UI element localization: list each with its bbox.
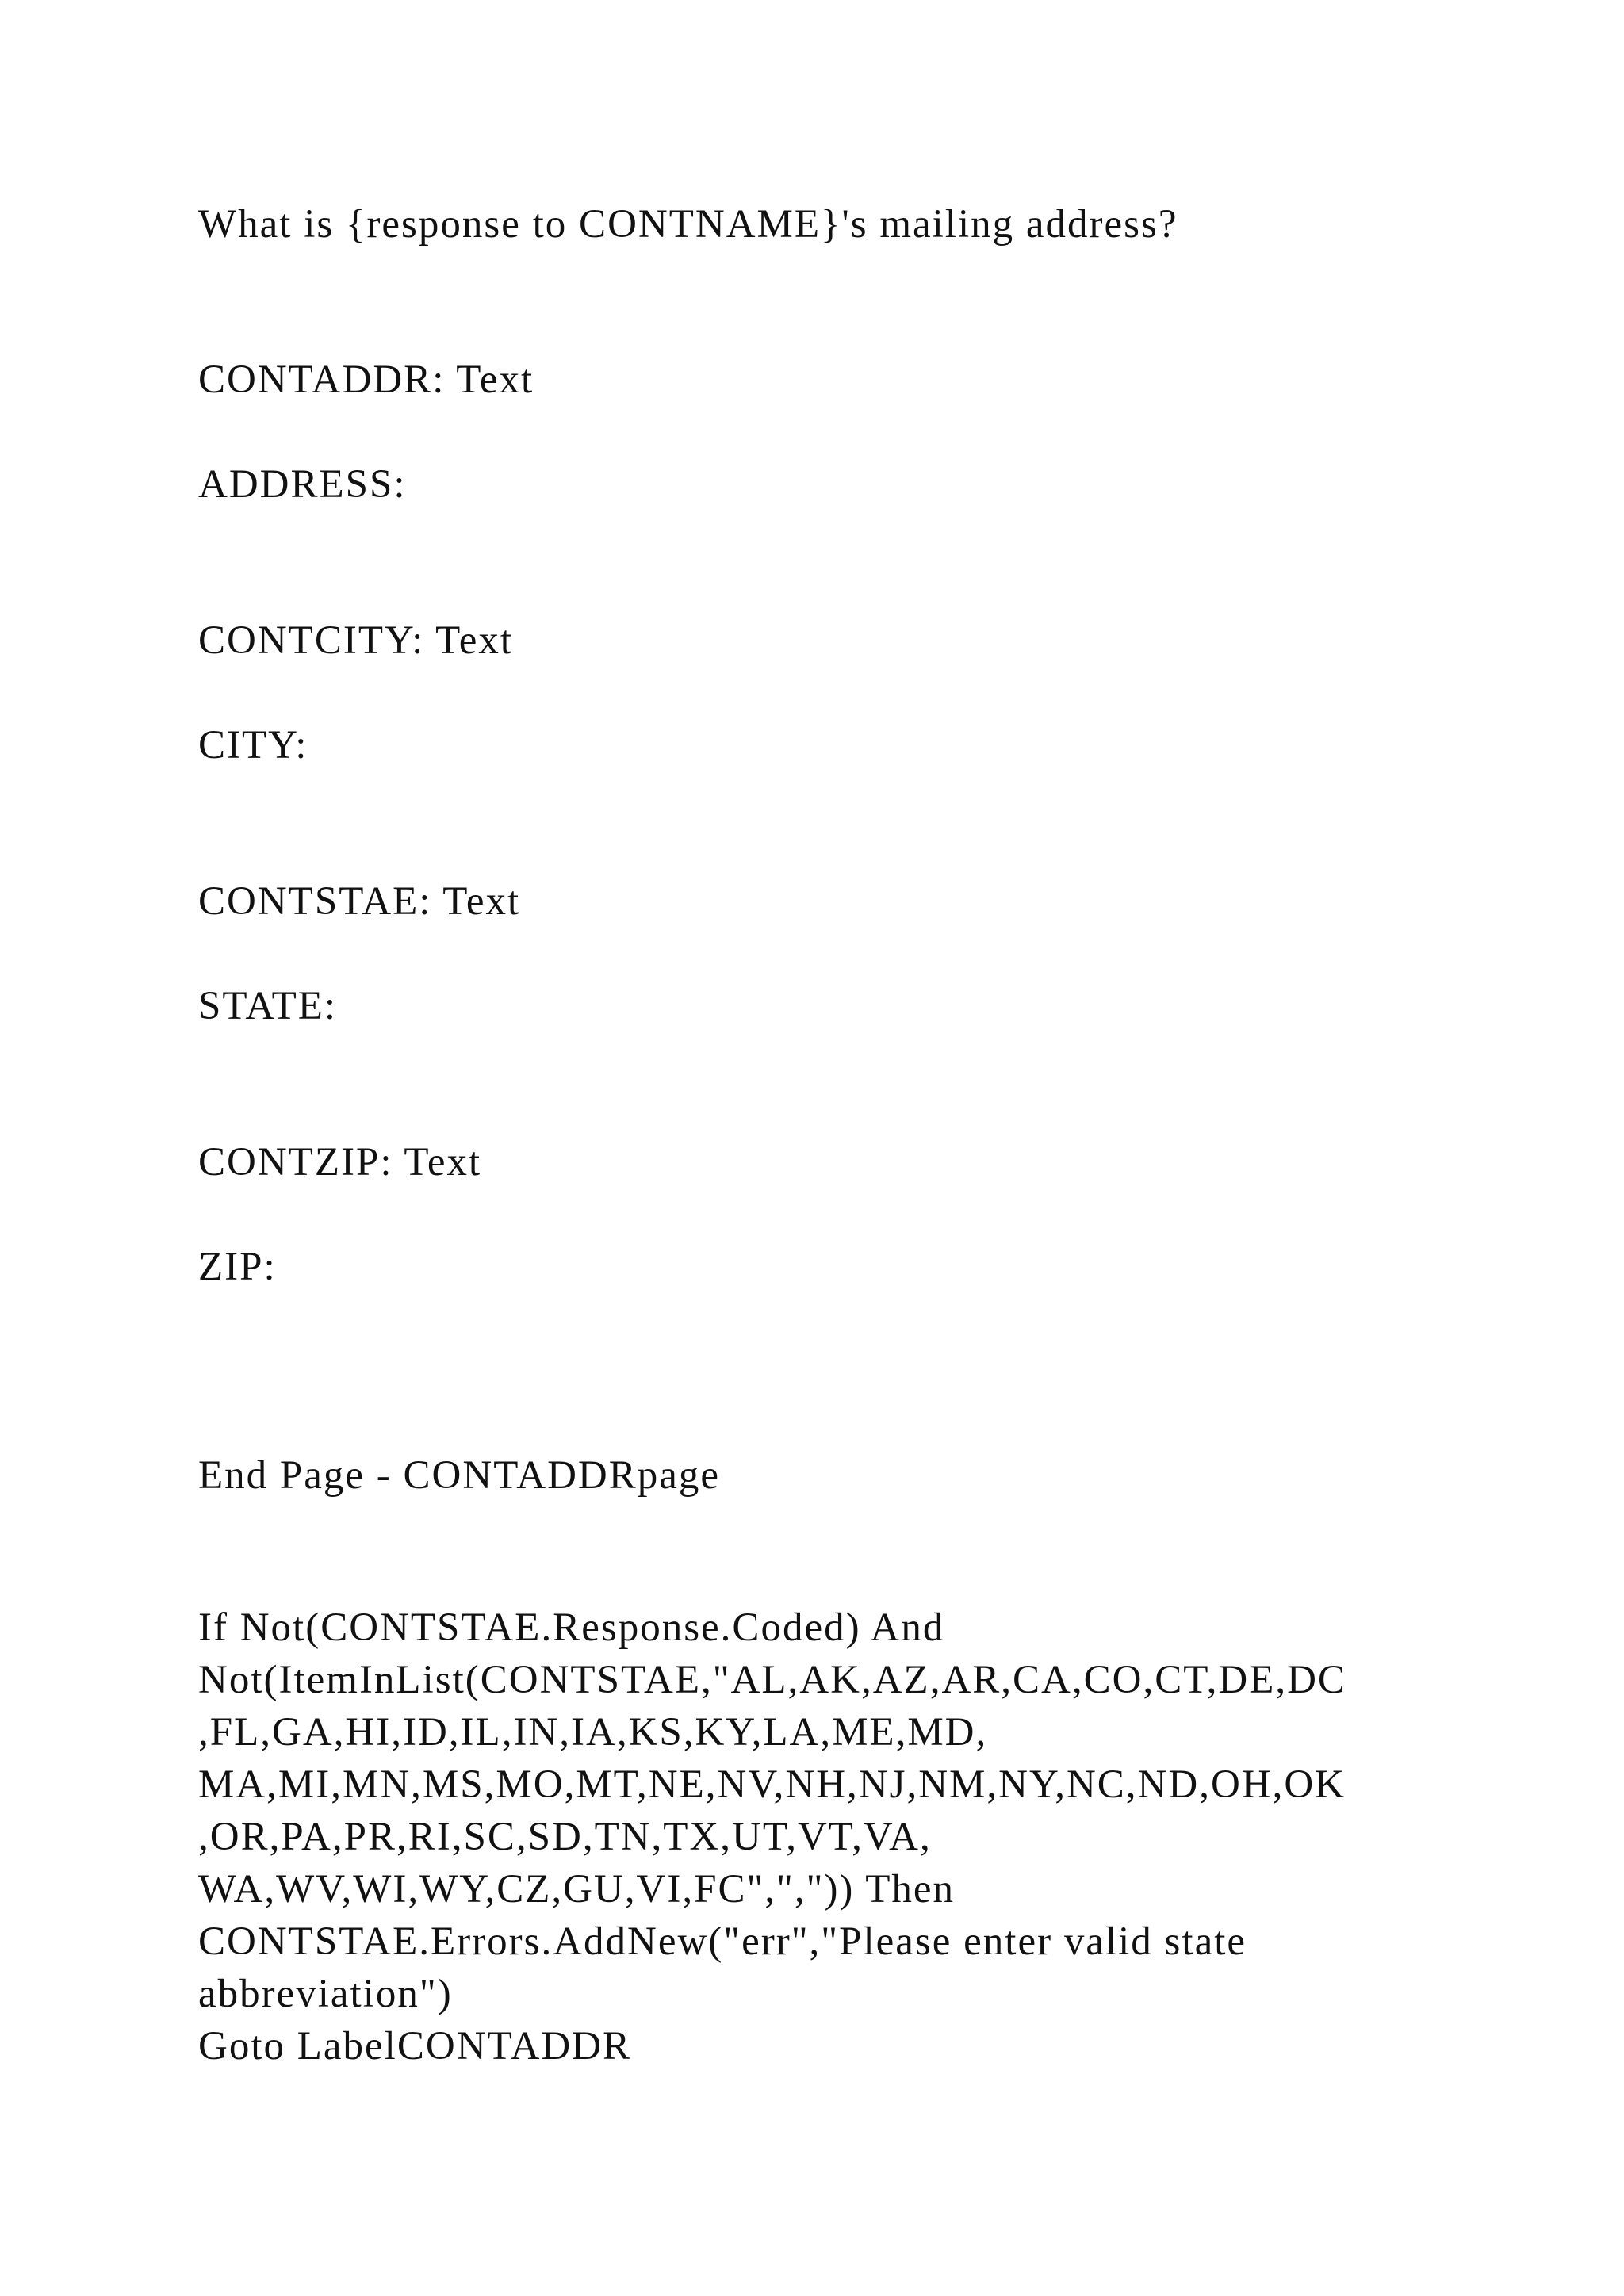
code-line: ,FL,GA,HI,ID,IL,IN,IA,KS,KY,LA,ME,MD, xyxy=(198,1710,988,1755)
end-page-marker: End Page - CONTADDRpage xyxy=(198,1453,721,1498)
field-label-address: ADDRESS: xyxy=(198,462,407,507)
code-line: CONTSTAE.Errors.AddNew("err","Please enter valid state xyxy=(198,1919,1247,1964)
code-line: Goto LabelCONTADDR xyxy=(198,2024,632,2068)
field-label-state: STATE: xyxy=(198,984,338,1028)
field-var-contcity: CONTCITY: Text xyxy=(198,618,514,663)
code-line: abbreviation") xyxy=(198,1972,453,2016)
validation-code-block xyxy=(198,1601,1467,2072)
code-line: ,OR,PA,PR,RI,SC,SD,TN,TX,UT,VT,VA, xyxy=(198,1815,932,1859)
code-line: WA,WV,WI,WY,CZ,GU,VI,FC",",")) Then xyxy=(198,1867,956,1911)
field-var-contzip: CONTZIP: Text xyxy=(198,1140,482,1184)
code-line: Not(ItemInList(CONTSTAE,"AL,AK,AZ,AR,CA,CO,CT,DE,DC xyxy=(198,1658,1346,1702)
field-label-city: CITY: xyxy=(198,723,308,767)
field-var-contstae: CONTSTAE: Text xyxy=(198,879,521,924)
code-line: If Not(CONTSTAE.Response.Coded) And xyxy=(198,1605,945,1650)
field-label-zip: ZIP: xyxy=(198,1245,277,1289)
field-var-contaddr: CONTADDR: Text xyxy=(198,358,534,402)
question-text: What is {response to CONTNAME}'s mailing address? xyxy=(198,202,1178,247)
code-line: MA,MI,MN,MS,MO,MT,NE,NV,NH,NJ,NM,NY,NC,ND,OH,OK xyxy=(198,1762,1346,1807)
